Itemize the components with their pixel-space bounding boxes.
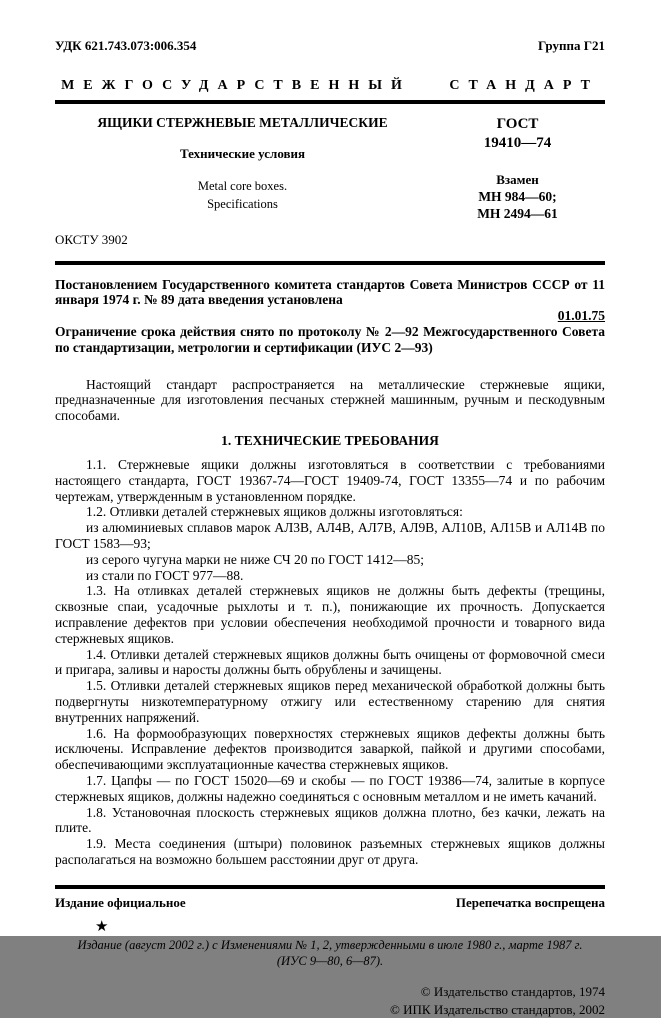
paragraph-1-3: 1.3. На отливках деталей стержневых ящиков не должны быть дефекты (трещины, сквозные спаи, усадочные рыхлоты и т. п.), понижающие их прочность. Допускается исправление дефектов при условии обеспечения необходимой прочности и товарного вида стержневых ящиков. [55,583,605,646]
paragraph-1-2-item-aluminium: из алюминиевых сплавов марок АЛ3В, АЛ4В, АЛ7В, АЛ9В, АЛ10В, АЛ15В и АЛ14В по ГОСТ 1583—93; [55,520,605,551]
replaces-line1: МН 984—60; [478,188,557,204]
footer-labels-line [55,895,605,911]
title-en-line2: Specifications [207,196,278,211]
standard-title-ru: ЯЩИКИ СТЕРЖНЕВЫЕ МЕТАЛЛИЧЕСКИЕ [97,115,388,130]
copyright-block [55,983,605,1018]
official-edition-label: Издание официальное [55,894,186,910]
paragraph-1-4: 1.4. Отливки деталей стержневых ящиков должны быть очищены от формовочной смеси и пригара, заливы и наросты должны быть обрублены и зачищены. [55,646,605,678]
designation-number: 19410—74 [483,134,552,151]
effective-date-line [55,308,605,324]
copyright-line1: © Издательство стандартов, 1974 [420,984,605,1000]
copyright-line2: © ИПК Издательство стандартов, 2002 [390,1001,605,1017]
star-icon: ★ [95,918,109,935]
standard-title-en [55,178,430,213]
preamble-rule [55,261,605,265]
paragraph-1-5: 1.5. Отливки деталей стержневых ящиков перед механической обработкой должны быть подвергнуты низкотемпературному отжигу или естественному старению для снятия внутренних напряжений. [55,678,605,725]
footer-rule [55,885,605,889]
paragraph-1-6: 1.6. На формообразующих поверхностях стержневых ящиков дефекты должны быть исключены. Исправление дефектов производится заваркой, пайкой и другими способами, обеспечивающими эксплуатационные качества стержневых ящиков. [55,725,605,773]
group-label: Группа Г21 [537,38,605,53]
paragraph-1-7: 1.7. Цапфы — по ГОСТ 15020—69 и скобы — по ГОСТ 19386—74, залитые в корпусе стержневых ящиков, должны надежно соединяться с основным металлом и не иметь качаний. [55,772,605,804]
designation-label: ГОСТ [496,116,539,132]
title-right-column [430,115,605,223]
edition-note-line2: (ИУС 9—80, 6—87). [276,953,384,968]
top-reference-line [55,38,605,54]
header-rule [55,100,605,104]
paragraph-1-1: 1.1. Стержневые ящики должны изготовляться в соответствии с требованиями настоящего стандарта, ГОСТ 19367-74—ГОСТ 19409-74, ГОСТ 13355—74 и по рабочим чертежам, утвержденным в установленном порядке. [55,456,605,504]
effective-date: 01.01.75 [557,308,605,324]
reprint-prohibited-label: Перепечатка воспрещена [455,894,605,910]
title-en-line1: Metal core boxes. [197,179,288,193]
paragraph-1-2-item-steel: из стали по ГОСТ 977—88. [86,567,244,583]
limitation-paragraph: Ограничение срока действия снято по протоколу № 2—92 Межгосударственного Совета по стандартизации, метрологии и сертификации (ИУС 2—93) [55,323,605,355]
standard-designation [430,115,605,153]
edition-note-line1: Издание (август 2002 г.) с Изменениями № 1, 2, утвержденными в июле 1980 г., марте 1987 г. [77,937,583,952]
scope-paragraph: Настоящий стандарт распространяется на металлические стержневые ящики, предназначенные для изготовления песчаных стержней машинным, ручным и пескодувным способами. [55,376,605,424]
edition-note [55,937,605,970]
title-left-column [55,115,430,223]
udk-number: УДК 621.743.073:006.354 [55,38,197,53]
decree-paragraph: Постановлением Государственного комитета стандартов Совета Министров СССР от 11 января 1974 г. № 89 дата введения установлена [55,276,605,308]
replaces-label: Взамен [496,171,539,187]
paragraph-1-9: 1.9. Места соединения (штыри) половинок разъемных стержневых ящиков должны располагаться на возможно большем расстоянии друг от друга. [55,836,605,867]
standard-type-heading: МЕЖГОСУДАРСТВЕННЫЙ СТАНДАРТ [61,78,599,93]
title-block [55,115,605,223]
replaces-block [430,172,605,223]
okstu-code: ОКСТУ 3902 [55,231,128,247]
standard-subtitle-ru: Технические условия [179,146,306,161]
paragraph-1-2-item-cast-iron: из серого чугуна марки не ниже СЧ 20 по ГОСТ 1412—85; [86,551,425,567]
replaces-line2: МН 2494—61 [477,206,558,222]
paragraph-1-2: 1.2. Отливки деталей стержневых ящиков должны изготовляться: [86,504,463,520]
section-1-heading: 1. ТЕХНИЧЕСКИЕ ТРЕБОВАНИЯ [221,432,439,448]
paragraph-1-8: 1.8. Установочная плоскость стержневых ящиков должна плотно, без качки, лежать на плите. [55,804,605,836]
